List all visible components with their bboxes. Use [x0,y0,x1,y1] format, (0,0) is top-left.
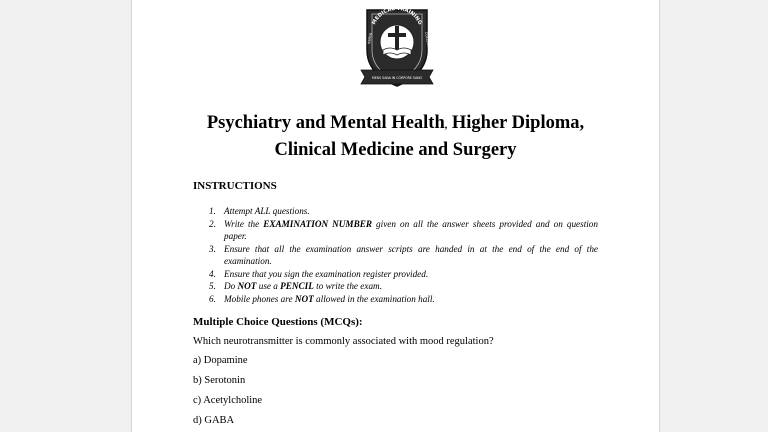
instruction-number: 5. [209,281,216,291]
instruction-text: use a [256,281,281,291]
instruction-text: given on all the answer sheets provided and on question paper. [224,218,598,241]
instruction-item [193,205,598,218]
instruction-text: Attempt ALL questions. [224,206,310,216]
instructions-heading: INSTRUCTIONS [193,180,277,192]
logo-left-text: KENYA [367,32,373,45]
title-line-2: Clinical Medicine and Surgery [274,140,517,160]
instruction-item [193,268,598,281]
mcq-option-b: b) Serotonin [193,375,246,386]
instruction-item [193,243,598,268]
instruction-number: 1. [209,206,216,216]
document-page [131,0,660,432]
mcq-option-a: a) Dopamine [193,355,248,366]
instruction-text: to write the exam. [313,281,382,291]
logo-right-text: COLLEGE [424,31,431,48]
instruction-item [193,218,598,243]
instruction-text: allowed in the examination hall. [313,293,435,304]
instruction-text: Do [224,281,238,291]
page-title [132,111,659,163]
instruction-emphasis: EXAMINATION NUMBER [263,218,372,229]
instruction-number: 3. [209,243,216,254]
instruction-emphasis: NOT [237,281,257,291]
instruction-text: Write the [224,218,264,229]
instruction-text: Ensure that all the examination answer scripts are handed in at the end of the end of the examination. [224,243,598,266]
title-part-2: Higher Diploma, [447,113,585,133]
instruction-number: 6. [209,293,216,304]
instruction-emphasis: PENCIL [280,281,314,291]
instruction-emphasis: NOT [294,293,314,304]
mcq-option-c: c) Acetylcholine [193,395,263,406]
instruction-text: Ensure that you sign the examination register provided. [224,268,429,279]
mcq-question: Which neurotransmitter is commonly associated with mood regulation? [193,336,494,347]
cross-and-book-emblem-icon [359,4,435,90]
logo-arc-text: MEDICAL TRAINING [371,5,423,26]
college-logo [359,4,435,90]
mcq-heading: Multiple Choice Questions (MCQs): [193,316,363,328]
instruction-text: Mobile phones are [224,293,295,304]
logo-motto: MENS SANA IN CORPORE SANO [371,76,423,80]
title-line-1 [132,111,659,138]
title-part-1: Psychiatry and Mental Health [206,113,445,133]
instruction-item [193,280,598,293]
instructions-list [193,205,598,305]
instruction-number: 4. [209,268,216,279]
title-separator: , [444,120,448,131]
instruction-number: 2. [209,218,216,229]
instruction-item [193,293,598,306]
mcq-option-d: d) GABA [193,415,235,426]
